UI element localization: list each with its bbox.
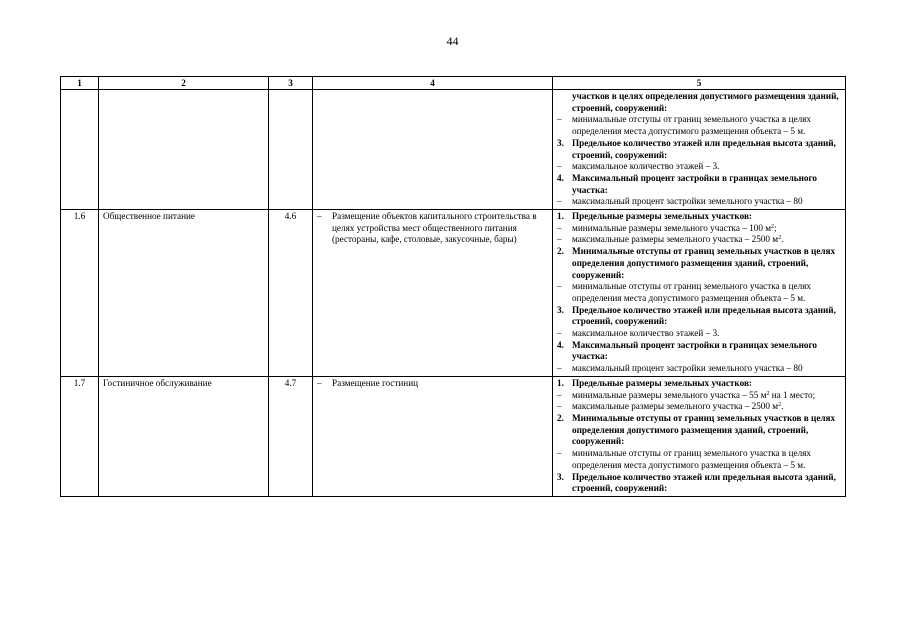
item-marker: – [557,234,562,245]
row-number-cell [61,90,99,210]
parameter-item [557,363,841,375]
item-marker: 3. [557,304,564,315]
item-marker: – [557,196,562,207]
item-text-suffix: на 1 место; [769,389,816,400]
item-text: максимальное количество этажей – 3. [572,161,720,172]
item-marker: 3. [557,471,564,482]
parameter-item [557,281,841,304]
parameter-item [557,401,841,413]
item-marker: – [557,114,562,125]
item-text: минимальные отступы от границ земельного участка в целях определения места допустимого размещения объекта – 5 м. [572,448,811,470]
item-marker: 1. [557,211,564,222]
item-text: Минимальные отступы от границ земельных участков в целях определения допустимого размещения зданий, строений, сооружений: [572,412,836,447]
regulations-table [60,76,846,497]
parameter-heading [557,91,841,114]
parameters-cell [553,210,846,377]
parameter-heading [557,378,841,390]
header-cell-1: 1 [61,77,99,90]
parameter-heading [557,472,841,495]
unit-superscript: 2 [778,402,782,409]
parameter-item [557,223,841,235]
item-text: минимальные размеры земельного участка – 100 м [572,222,772,233]
header-cell-4: 4 [313,77,553,90]
parameters-cell [553,376,846,496]
item-text: максимальные размеры земельного участка – 2500 м [572,234,779,245]
parameter-item [557,161,841,173]
parameter-heading [557,138,841,161]
item-text: максимальные размеры земельного участка – 2500 м [572,401,779,412]
parameter-heading [557,211,841,223]
header-cell-3: 3 [269,77,313,90]
item-marker: – [557,328,562,339]
page-number: 44 [446,34,459,48]
item-marker: 4. [557,172,564,183]
table-row [61,210,846,377]
item-marker: 4. [557,339,564,350]
header-cell-2: 2 [99,77,269,90]
item-marker: – [557,401,562,412]
header-row [61,77,846,90]
use-code-cell [269,90,313,210]
description-item [317,211,548,246]
item-text-suffix: . [781,401,784,412]
description-text: Размещение объектов капитального строительства в целях устройства мест общественного питания (рестораны, кафе, столовые, закусочные, бары) [332,211,537,245]
dash-marker: – [317,377,322,388]
parameter-item [557,390,841,402]
item-text: Предельное количество этажей или предельная высота зданий, строений, сооружений: [572,137,836,160]
parameters-cell [553,90,846,210]
item-marker: – [557,448,562,459]
unit-superscript: 2 [771,223,775,230]
use-code-cell: 4.6 [269,210,313,377]
parameter-item [557,196,841,208]
dash-marker: – [317,211,322,222]
item-text: Предельные размеры земельных участков: [572,211,752,222]
use-name-cell [99,90,269,210]
table-row [61,376,846,496]
item-text: участков в целях определения допустимого размещения зданий, строений, сооружений: [572,91,839,113]
unit-superscript: 2 [766,390,770,397]
item-text: минимальные отступы от границ земельного участка в целях определения места допустимого размещения объекта – 5 м. [572,114,811,137]
parameter-heading [557,305,841,328]
item-text: максимальное количество этажей – 3. [572,328,720,339]
item-marker: – [557,222,562,233]
unit-superscript: 2 [778,235,782,242]
item-marker: – [557,161,562,172]
item-text: максимальный процент застройки земельного участка – 80 [572,363,803,374]
description-cell [313,210,553,377]
item-marker: 2. [557,412,564,423]
description-cell [313,376,553,496]
item-text: минимальные размеры земельного участка – 55 м [572,389,767,400]
item-text: максимальный процент застройки земельного участка – 80 [572,196,803,207]
use-name-cell: Общественное питание [99,210,269,377]
item-marker: 1. [557,377,564,388]
item-marker: 3. [557,137,564,148]
row-number-cell: 1.6 [61,210,99,377]
item-text-suffix: ; [774,222,777,233]
item-marker: 2. [557,246,564,257]
parameter-heading [557,173,841,196]
item-text: Предельное количество этажей или предельная высота зданий, строений, сооружений: [572,471,836,494]
item-text-suffix: . [781,234,784,245]
item-text: Предельные размеры земельных участков: [572,377,752,388]
use-name-cell: Гостиничное обслуживание [99,376,269,496]
parameter-heading [557,413,841,448]
item-text: Максимальный процент застройки в границах земельного участка: [572,339,818,362]
item-text: Предельное количество этажей или предельная высота зданий, строений, сооружений: [572,304,836,327]
parameter-item [557,328,841,340]
description-cell [313,90,553,210]
item-marker: – [557,363,562,374]
table-row [61,90,846,210]
item-text: Максимальный процент застройки в границах земельного участка: [572,172,818,195]
parameter-heading [557,340,841,363]
use-code-cell: 4.7 [269,376,313,496]
parameter-item [557,448,841,471]
parameter-item [557,234,841,246]
item-marker: – [557,389,562,400]
header-cell-5: 5 [553,77,846,90]
parameter-heading [557,246,841,281]
item-text: Минимальные отступы от границ земельных участков в целях определения допустимого размещения зданий, строений, сооружений: [572,246,836,280]
item-marker: – [557,281,562,292]
item-text: минимальные отступы от границ земельного участка в целях определения места допустимого размещения объекта – 5 м. [572,281,811,303]
description-text: Размещение гостиниц [332,377,419,388]
description-item [317,378,548,390]
parameter-item [557,114,841,137]
row-number-cell: 1.7 [61,376,99,496]
